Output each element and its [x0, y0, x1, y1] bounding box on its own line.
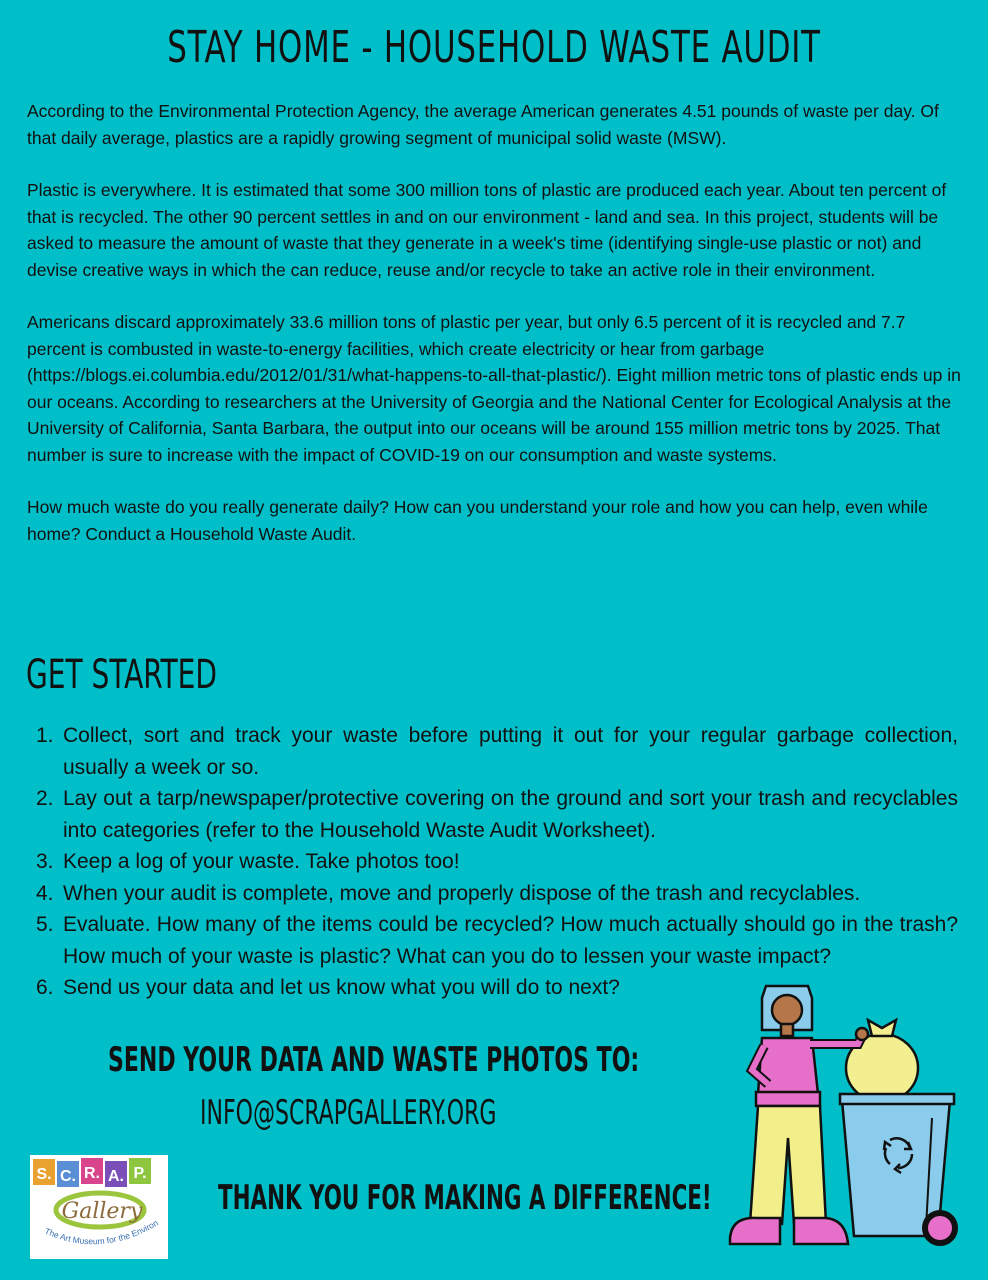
steps-list: [36, 720, 958, 1004]
thank-you-message: THANK YOU FOR MAKING A DIFFERENCE!: [218, 1178, 712, 1218]
step-text: Collect, sort and track your waste before putting it out for your regular garbage collection, usually a week or so.: [63, 724, 958, 779]
left-shoe: [730, 1218, 780, 1244]
svg-text:A.: A.: [108, 1168, 124, 1185]
intro-text: [27, 98, 962, 573]
person-with-bin-illustration: [722, 978, 972, 1268]
person-pants: [750, 1106, 826, 1224]
step-number: 3.: [36, 850, 54, 873]
step-text: When your audit is complete, move and properly dispose of the trash and recyclables.: [63, 881, 861, 905]
svg-text:Gallery: Gallery: [61, 1199, 143, 1224]
step-text: Lay out a tarp/newspaper/protective covering on the ground and sort your trash and recyclables into categories (refer to the Household Waste Audit Worksheet).: [63, 787, 958, 842]
svg-text:C.: C.: [60, 1168, 76, 1185]
step-item: [36, 846, 958, 878]
svg-text:S.: S.: [36, 1166, 52, 1183]
step-number: 5.: [36, 913, 54, 936]
step-item: [36, 783, 958, 846]
person-head: [772, 995, 802, 1025]
step-item: [36, 878, 958, 910]
intro-paragraph: According to the Environmental Protection Agency, the average American generates 4.51 pounds of waste per day. Of that daily average, plastics are a rapidly growing segment of municipal solid waste (MSW).: [27, 101, 939, 148]
step-number: 2.: [36, 787, 54, 810]
waste-illustration: [722, 978, 972, 1268]
svg-text:P.: P.: [133, 1165, 147, 1182]
step-number: 1.: [36, 724, 54, 747]
send-data-label: SEND YOUR DATA AND WASTE PHOTOS TO:: [108, 1040, 640, 1080]
logo-graphic: [30, 1155, 168, 1259]
intro-paragraph: How much waste do you really generate daily? How can you understand your role and how you can help, even while home? Conduct a Household Waste Audit.: [27, 497, 928, 544]
step-text: Send us your data and let us know what you will do to next?: [63, 976, 620, 999]
page-title: STAY HOME - HOUSEHOLD WASTE AUDIT: [167, 22, 821, 73]
bin-wheel: [925, 1213, 955, 1243]
scrap-gallery-logo: [30, 1155, 168, 1259]
svg-text:The Art Museum for the Environ: The Art Museum for the Environ: [43, 1217, 160, 1247]
get-started-heading: GET STARTED: [26, 652, 218, 698]
step-number: 6.: [36, 976, 54, 999]
right-shoe: [794, 1218, 848, 1244]
step-item: [36, 909, 958, 972]
intro-paragraph: Americans discard approximately 33.6 million tons of plastic per year, but only 6.5 percent of it is recycled and 7.7 percent is combusted in waste-to-energy facilities, which create electricity or hear from garbage (https://blogs.ei.columbia.edu/2012/01/31/what-happens-to-all-that-plastic/). Eight million metric tons of plastic ends up in our oceans. According to researchers at the University of Georgia and the National Center for Ecological Analysis at the University of California, Santa Barbara, the output into our oceans will be around 155 million metric tons by 2025. That number is sure to increase with the impact of COVID-19 on our consumption and waste systems.: [27, 312, 961, 465]
person-shirt: [758, 1038, 818, 1094]
step-number: 4.: [36, 881, 54, 905]
svg-text:R.: R.: [84, 1165, 100, 1182]
step-text: Evaluate. How many of the items could be recycled? How much actually should go in the trash? How much of your waste is plastic? What can you do to lessen your waste impact?: [63, 913, 958, 968]
step-item: [36, 720, 958, 783]
step-text: Keep a log of your waste. Take photos too!: [63, 850, 460, 873]
contact-email: INFO@SCRAPGALLERY.ORG: [200, 1093, 497, 1133]
intro-paragraph: Plastic is everywhere. It is estimated that some 300 million tons of plastic are produced each year. About ten percent of that is recycled. The other 90 percent settles in and on our environment - land and sea. In this project, students will be asked to measure the amount of waste that they generate in a week's time (identifying single-use plastic or not) and devise creative ways in which the can reduce, reuse and/or recycle to take an active role in their environment.: [27, 180, 947, 280]
